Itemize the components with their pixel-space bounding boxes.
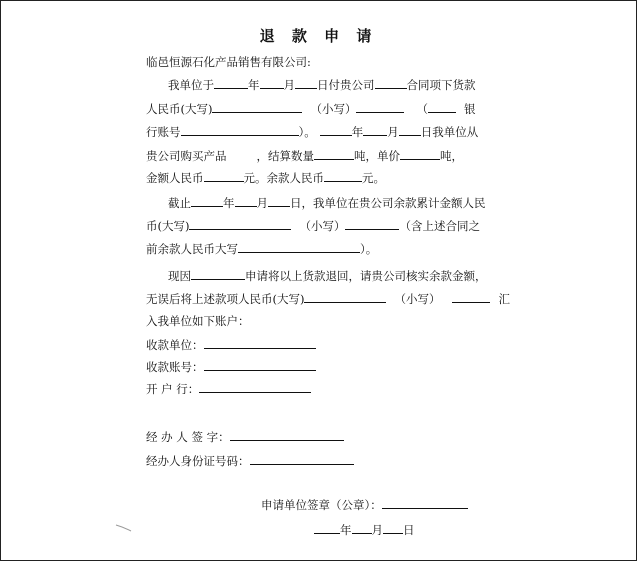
account-no-label: 行账号: [146, 125, 181, 139]
lower-label: （小写）: [310, 102, 357, 116]
blank-purchase-day[interactable]: [399, 124, 421, 136]
close-paren-2: ）。: [360, 242, 378, 256]
blank-reason[interactable]: [191, 268, 245, 280]
document-title: 退 款 申 请: [259, 27, 378, 45]
bank-field: [146, 381, 311, 396]
bank-label: 开 户 行：: [146, 382, 200, 396]
blank-refund-amount-upper[interactable]: [304, 291, 386, 303]
year-label-3: 年: [223, 196, 235, 210]
blank-refund-amount-lower[interactable]: [452, 291, 490, 303]
handler-id-field: [146, 453, 354, 468]
incl-text: （含上述合同之: [399, 219, 480, 233]
cutoff-text: 日，我单位在贵公司余款累计金额人民: [290, 196, 486, 210]
blank-cutoff-month[interactable]: [235, 195, 257, 207]
bank-input[interactable]: [199, 381, 311, 393]
blank-sign-day[interactable]: [383, 522, 403, 534]
blank-purchase-year[interactable]: [320, 124, 352, 136]
seal-label: 申请单位签章（公章）：: [261, 498, 382, 512]
amount-rmb-label: 金额人民币: [146, 171, 204, 185]
day-paid-label: 日付贵公司: [317, 78, 375, 92]
month-label-3: 月: [256, 196, 268, 210]
month-label-2: 月: [387, 125, 399, 139]
blank-total-balance-lower[interactable]: [345, 218, 399, 230]
p3-line-1: [168, 268, 487, 283]
p1-line-1: [168, 77, 476, 92]
sign-month-label: 月: [371, 523, 383, 537]
stray-pen-mark-icon: [115, 523, 133, 533]
prev-balance-label: 前余款人民币大写: [146, 242, 238, 256]
p3-line-2: [146, 291, 510, 306]
blank-payment-year[interactable]: [214, 77, 248, 89]
blank-payment-month[interactable]: [260, 77, 284, 89]
blank-cutoff-day[interactable]: [268, 195, 290, 207]
confirm-text: 无误后将上述款项人民币(大写): [146, 292, 305, 306]
purchase-label: 贵公司购买产品: [146, 149, 227, 163]
blank-amount[interactable]: [204, 170, 244, 182]
sign-year-label: 年: [340, 523, 352, 537]
blank-payment-amount-lower[interactable]: [356, 101, 404, 113]
p1-line-3: [146, 124, 478, 139]
blank-bank-name[interactable]: [428, 101, 456, 113]
recipient-line: [146, 55, 311, 69]
handler-signature-input[interactable]: [230, 429, 344, 441]
close-paren: ）。: [298, 125, 316, 139]
blank-payment-day[interactable]: [295, 77, 317, 89]
settle-qty-label: ，结算数量: [256, 149, 314, 163]
account-label: 收款账号：: [146, 360, 204, 374]
p1-prefix: 我单位于: [168, 78, 214, 92]
remit-char: 汇: [498, 292, 510, 306]
yuan-end-label: 元。: [362, 171, 385, 185]
blank-cutoff-year[interactable]: [191, 195, 223, 207]
blank-contract-no[interactable]: [375, 77, 407, 89]
handler-id-label: 经办人身份证号码：: [146, 454, 250, 468]
currency-upper-label: 币(大写): [146, 219, 190, 233]
bank-char: 银: [463, 102, 476, 116]
request-text: 申请将以上货款退回，请贵公司核实余款金额，: [245, 269, 487, 283]
account-input[interactable]: [204, 359, 316, 371]
handler-id-input[interactable]: [250, 453, 354, 465]
blank-sign-month[interactable]: [352, 522, 372, 534]
paren-open: （: [416, 102, 428, 116]
lower-label-3: （小写）: [394, 292, 441, 306]
year-label-2: 年: [351, 125, 364, 139]
blank-payment-amount-upper[interactable]: [212, 101, 302, 113]
p1-line-5: [146, 170, 385, 185]
p2-line-2: [146, 218, 480, 233]
account-field: [146, 359, 316, 374]
tons-price-label: 吨，单价: [354, 149, 400, 163]
p2-prefix: 截止: [168, 196, 191, 210]
p3-line-3: [146, 314, 250, 328]
handler-signature-field: [146, 429, 344, 444]
lower-label-2: （小写）: [299, 219, 346, 233]
applicant-seal-field: [261, 497, 468, 512]
contract-label: 合同项下货款: [406, 78, 476, 92]
payee-input[interactable]: [204, 337, 316, 349]
rmb-upper-label: 人民币(大写): [146, 102, 213, 116]
blank-prev-balance[interactable]: [238, 241, 360, 253]
blank-quantity[interactable]: [314, 148, 354, 160]
into-text: 入我单位如下账户：: [146, 314, 250, 328]
day-unit-label: 日我单位从: [420, 125, 479, 139]
blank-unit-price[interactable]: [400, 148, 440, 160]
year-label: 年: [248, 78, 260, 92]
blank-bank-account[interactable]: [181, 124, 299, 136]
month-label: 月: [283, 78, 295, 92]
blank-balance[interactable]: [324, 170, 362, 182]
p1-line-2: [146, 101, 475, 116]
p2-line-3: [146, 241, 377, 256]
sign-day-label: 日: [403, 523, 415, 537]
applicant-date-field: [314, 522, 415, 537]
tons-end-label: 吨，: [440, 149, 463, 163]
p3-prefix: 现因: [168, 269, 191, 283]
p2-line-1: [168, 195, 486, 210]
seal-input[interactable]: [382, 497, 468, 509]
blank-purchase-month[interactable]: [363, 124, 387, 136]
blank-total-balance-upper[interactable]: [189, 218, 291, 230]
yuan-balance-label: 元。余款人民币: [243, 171, 324, 185]
payee-label: 收款单位：: [146, 338, 204, 352]
payee-field: [146, 337, 316, 352]
handler-label: 经 办 人 签 字：: [146, 430, 230, 444]
blank-sign-year[interactable]: [314, 522, 340, 534]
recipient-name: 临邑恒源石化产品销售有限公司:: [146, 55, 311, 69]
p1-line-4: [146, 148, 463, 163]
